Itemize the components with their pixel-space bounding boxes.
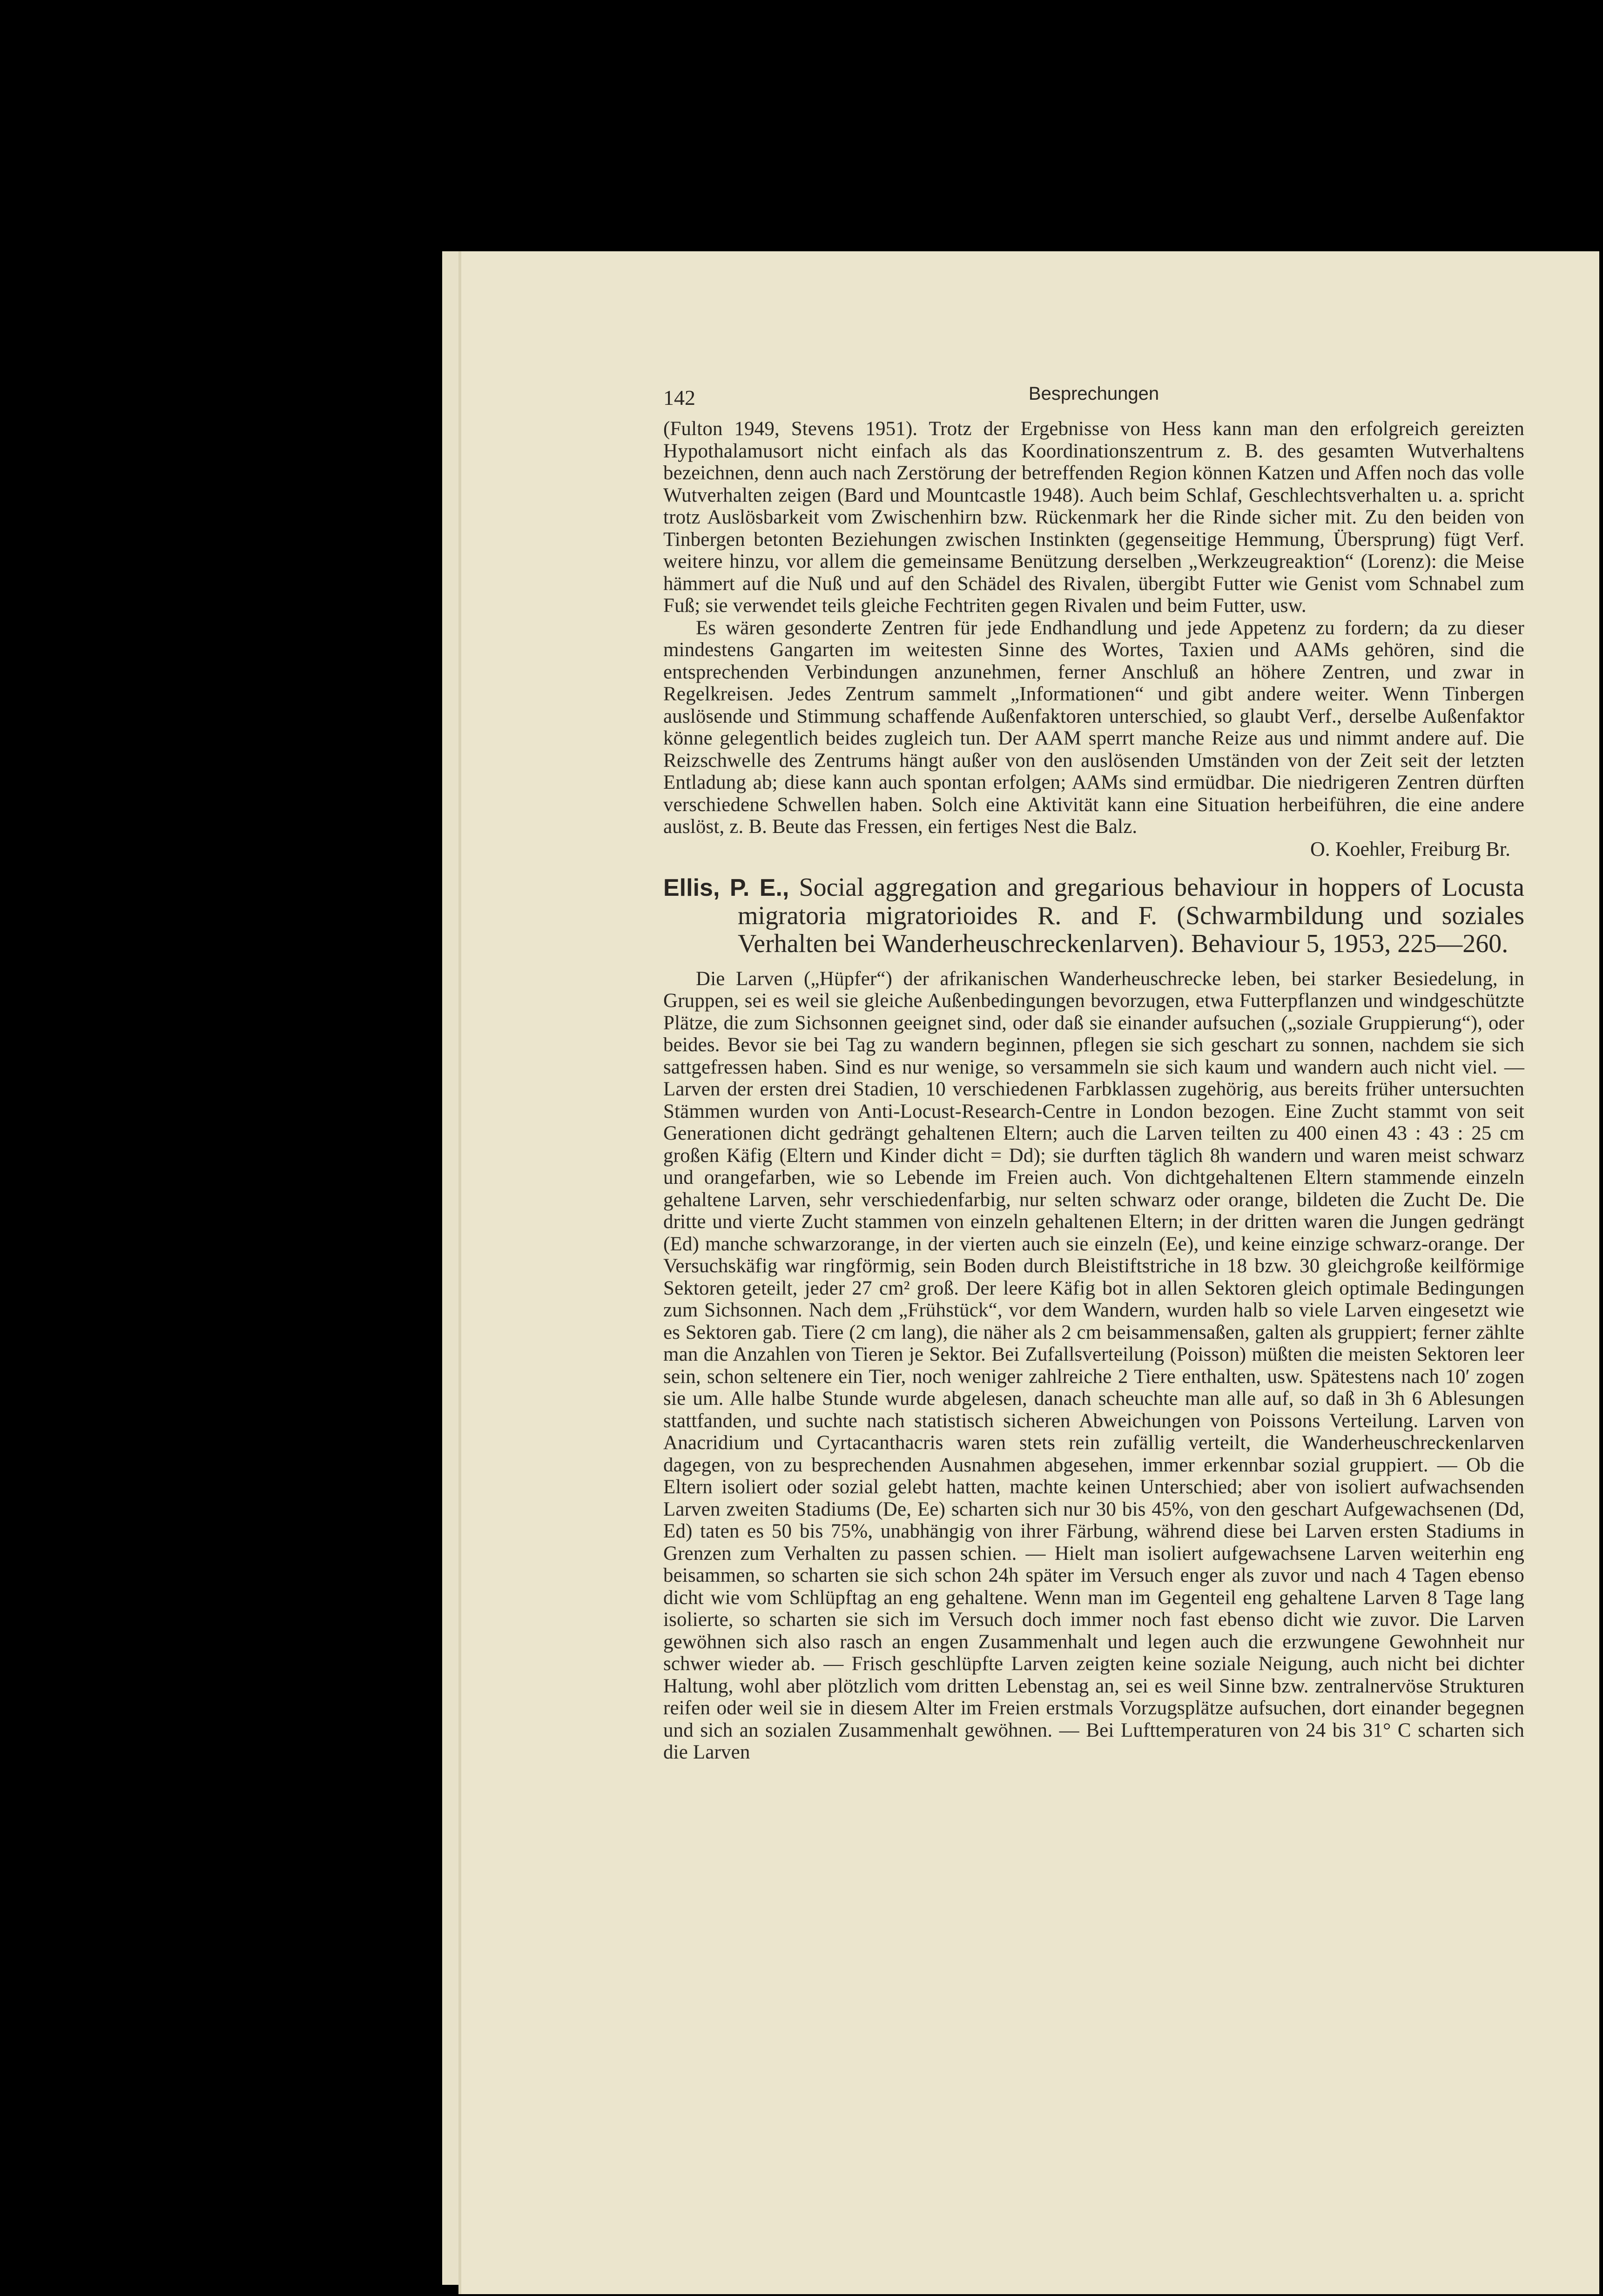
review1-paragraph-2: Es wären gesonderte Zentren für jede Endhandlung und jede Appetenz zu fordern; da zu dieser mindestens Gangarten im weitesten Sinne des Wortes, Taxien und AAMs gehören, sind die entsprechenden Verbindungen anzunehmen, ferner Anschluß an höhere Zentren, und zwar in Regelkreisen. Jedes Zentrum sammelt „Informationen“ und gibt andere weiter. Wenn Tinbergen auslösende und Stimmung schaffende Außenfaktoren unterschied, so glaubt Verf., derselbe Außenfaktor könne gelegentlich beides zugleich tun. Der AAM sperrt manche Reize aus und nimmt andere auf. Die Reizschwelle des Zentrums hängt außer von den auslösenden Umständen von der Zeit seit der letzten Entladung ab; diese kann auch spontan erfolgen; AAMs sind ermüdbar. Die niedrigeren Zentren dürften verschiedene Schwellen haben. Solch eine Aktivität kann eine Situation herbeiführen, die eine andere auslöst, z. B. Beute das Fressen, ein fertiges Nest die Balz. [663, 617, 1524, 838]
review2-author: Ellis, P. E., [663, 874, 789, 901]
review2-body: Die Larven („Hüpfer“) der afrikanischen Wanderheuschrecke leben, bei starker Besiedelung, in Gruppen, sei es weil sie gleiche Außenbedingungen bevorzugen, etwa Futterpflanzen und windgeschützte Plätze, die zum Sichsonnen geeignet sind, oder daß sie einander aufsuchen („soziale Gruppierung“), oder beides. Bevor sie bei Tag zu wandern beginnen, pflegen sie sich geschart zu sonnen, nachdem sie sich sattgefressen haben. Sind es nur wenige, so versammeln sie sich kaum und wandern auch nicht viel. — Larven der ersten drei Stadien, 10 verschiedenen Farbklassen zugehörig, aus bereits früher untersuchten Stämmen wurden von Anti-Locust-Research-Centre in London bezogen. Eine Zucht stammt von seit Generationen dicht gedrängt gehaltenen Eltern; auch die Larven teilten zu 400 einen 43 : 43 : 25 cm großen Käfig (Eltern und Kinder dicht = Dd); sie durften täglich 8h wandern und waren meist schwarz und orangefarben, wie so Lebende im Freien auch. Von dichtgehaltenen Eltern stammende einzeln gehaltene Larven, sehr verschiedenfarbig, nur selten schwarz oder orange, bildeten die Zucht De. Die dritte und vierte Zucht stammen von einzeln gehaltenen Eltern; in der dritten waren die Jungen gedrängt (Ed) manche schwarzorange, in der vierten auch sie einzeln (Ee), und keine einzige schwarz-orange. Der Versuchskäfig war ringförmig, sein Boden durch Bleistiftstriche in 18 bzw. 30 gleichgroße keilförmige Sektoren geteilt, jeder 27 cm² groß. Der leere Käfig bot in allen Sektoren gleich optimale Bedingungen zum Sichsonnen. Nach dem „Frühstück“, vor dem Wandern, wurden halb so viele Larven eingesetzt wie es Sektoren gab. Tiere (2 cm lang), die näher als 2 cm beisammensaßen, galten als gruppiert; ferner zählte man die Anzahlen von Tieren je Sektor. Bei Zufallsverteilung (Poisson) müßten die meisten Sektoren leer sein, schon seltenere ein Tier, noch weniger zahlreiche 2 Tiere enthalten, usw. Spätestens nach 10′ zogen sie um. Alle halbe Stunde wurde abgelesen, danach scheuchte man alle auf, so daß in 3h 6 Ablesungen stattfanden, und suchte nach statistisch sicheren Abweichungen von Poissons Verteilung. Larven von Anacridium und Cyrtacanthacris waren stets rein zufällig verteilt, die Wanderheuschreckenlarven dagegen, von zu besprechenden Ausnahmen abgesehen, immer erkennbar sozial gruppiert. — Ob die Eltern isoliert oder sozial gelebt hatten, machte keinen Unterschied; aber von isoliert aufwachsenden Larven zweiten Stadiums (De, Ee) scharten sich nur 30 bis 45%, von den geschart Aufgewachsenen (Dd, Ed) taten es 50 bis 75%, unabhängig von ihrer Färbung, während diese bei Larven ersten Stadiums in Grenzen zum Verhalten zu passen schien. — Hielt man isoliert aufgewachsene Larven weiterhin eng beisammen, so scharten sie sich schon 24h später im Versuch enger als zuvor und nach 4 Tagen ebenso dicht wie vom Schlüpftag an eng gehaltene. Wenn man im Gegenteil eng gehaltene Larven 8 Tage lang isolierte, so scharten sie sich im Versuch doch immer noch fast ebenso dicht wie zuvor. Die Larven gewöhnen sich also rasch an engen Zusammenhalt und legen auch die erzwungene Gewohnheit nur schwer wieder ab. — Frisch geschlüpfte Larven zeigten keine soziale Neigung, auch nicht bei dichter Haltung, wohl aber plötzlich vom dritten Lebenstag an, sei es weil Sinne bzw. zentralnervöse Strukturen reifen oder weil sie in diesem Alter im Freien erstmals Vorzugsplätze aufsuchen, dort einander begegnen und sich an sozialen Zusammenhalt gewöhnen. — Bei Lufttemperaturen von 24 bis 31° C scharten sich die Larven [663, 967, 1524, 1763]
running-head: Besprechungen [1028, 383, 1159, 404]
review2-heading [663, 873, 1524, 958]
page-header [663, 385, 1524, 418]
page-number: 142 [663, 386, 695, 410]
review2-title: Social aggregation and gregarious behaviour in hoppers of Locusta migratoria migratorioides R. and F. (Schwarmbildung und soziales Verhalten bei Wanderheuschreckenlarven). Behaviour 5, 1953, 225—260. [738, 873, 1525, 958]
review1-signature: O. Koehler, Freiburg Br. [1310, 837, 1510, 860]
page-content [663, 385, 1524, 1764]
review1-paragraph-1: (Fulton 1949, Stevens 1951). Trotz der Ergebnisse von Hess kann man den erfolgreich gereizten Hypothalamusort nicht einfach als das Koordinationszentrum z. B. des gesamten Wutverhaltens bezeichnen, denn auch nach Zerstörung der betreffenden Region können Katzen und Affen noch das volle Wutverhalten zeigen (Bard und Mountcastle 1948). Auch beim Schlaf, Geschlechtsverhalten u. a. spricht trotz Auslösbarkeit vom Zwischenhirn bzw. Rückenmark her die Rinde sicher mit. Zu den beiden von Tinbergen betonten Beziehungen zwischen Instinkten (gegenseitige Hemmung, Übersprung) fügt Verf. weitere hinzu, vor allem die gemeinsame Benützung derselben „Werkzeugreaktion“ (Lorenz): die Meise hämmert auf die Nuß und auf den Schädel des Rivalen, übergibt Futter wie Genist vom Schnabel zum Fuß; sie verwendet teils gleiche Fechtriten gegen Rivalen und beim Futter, usw. [663, 418, 1524, 617]
